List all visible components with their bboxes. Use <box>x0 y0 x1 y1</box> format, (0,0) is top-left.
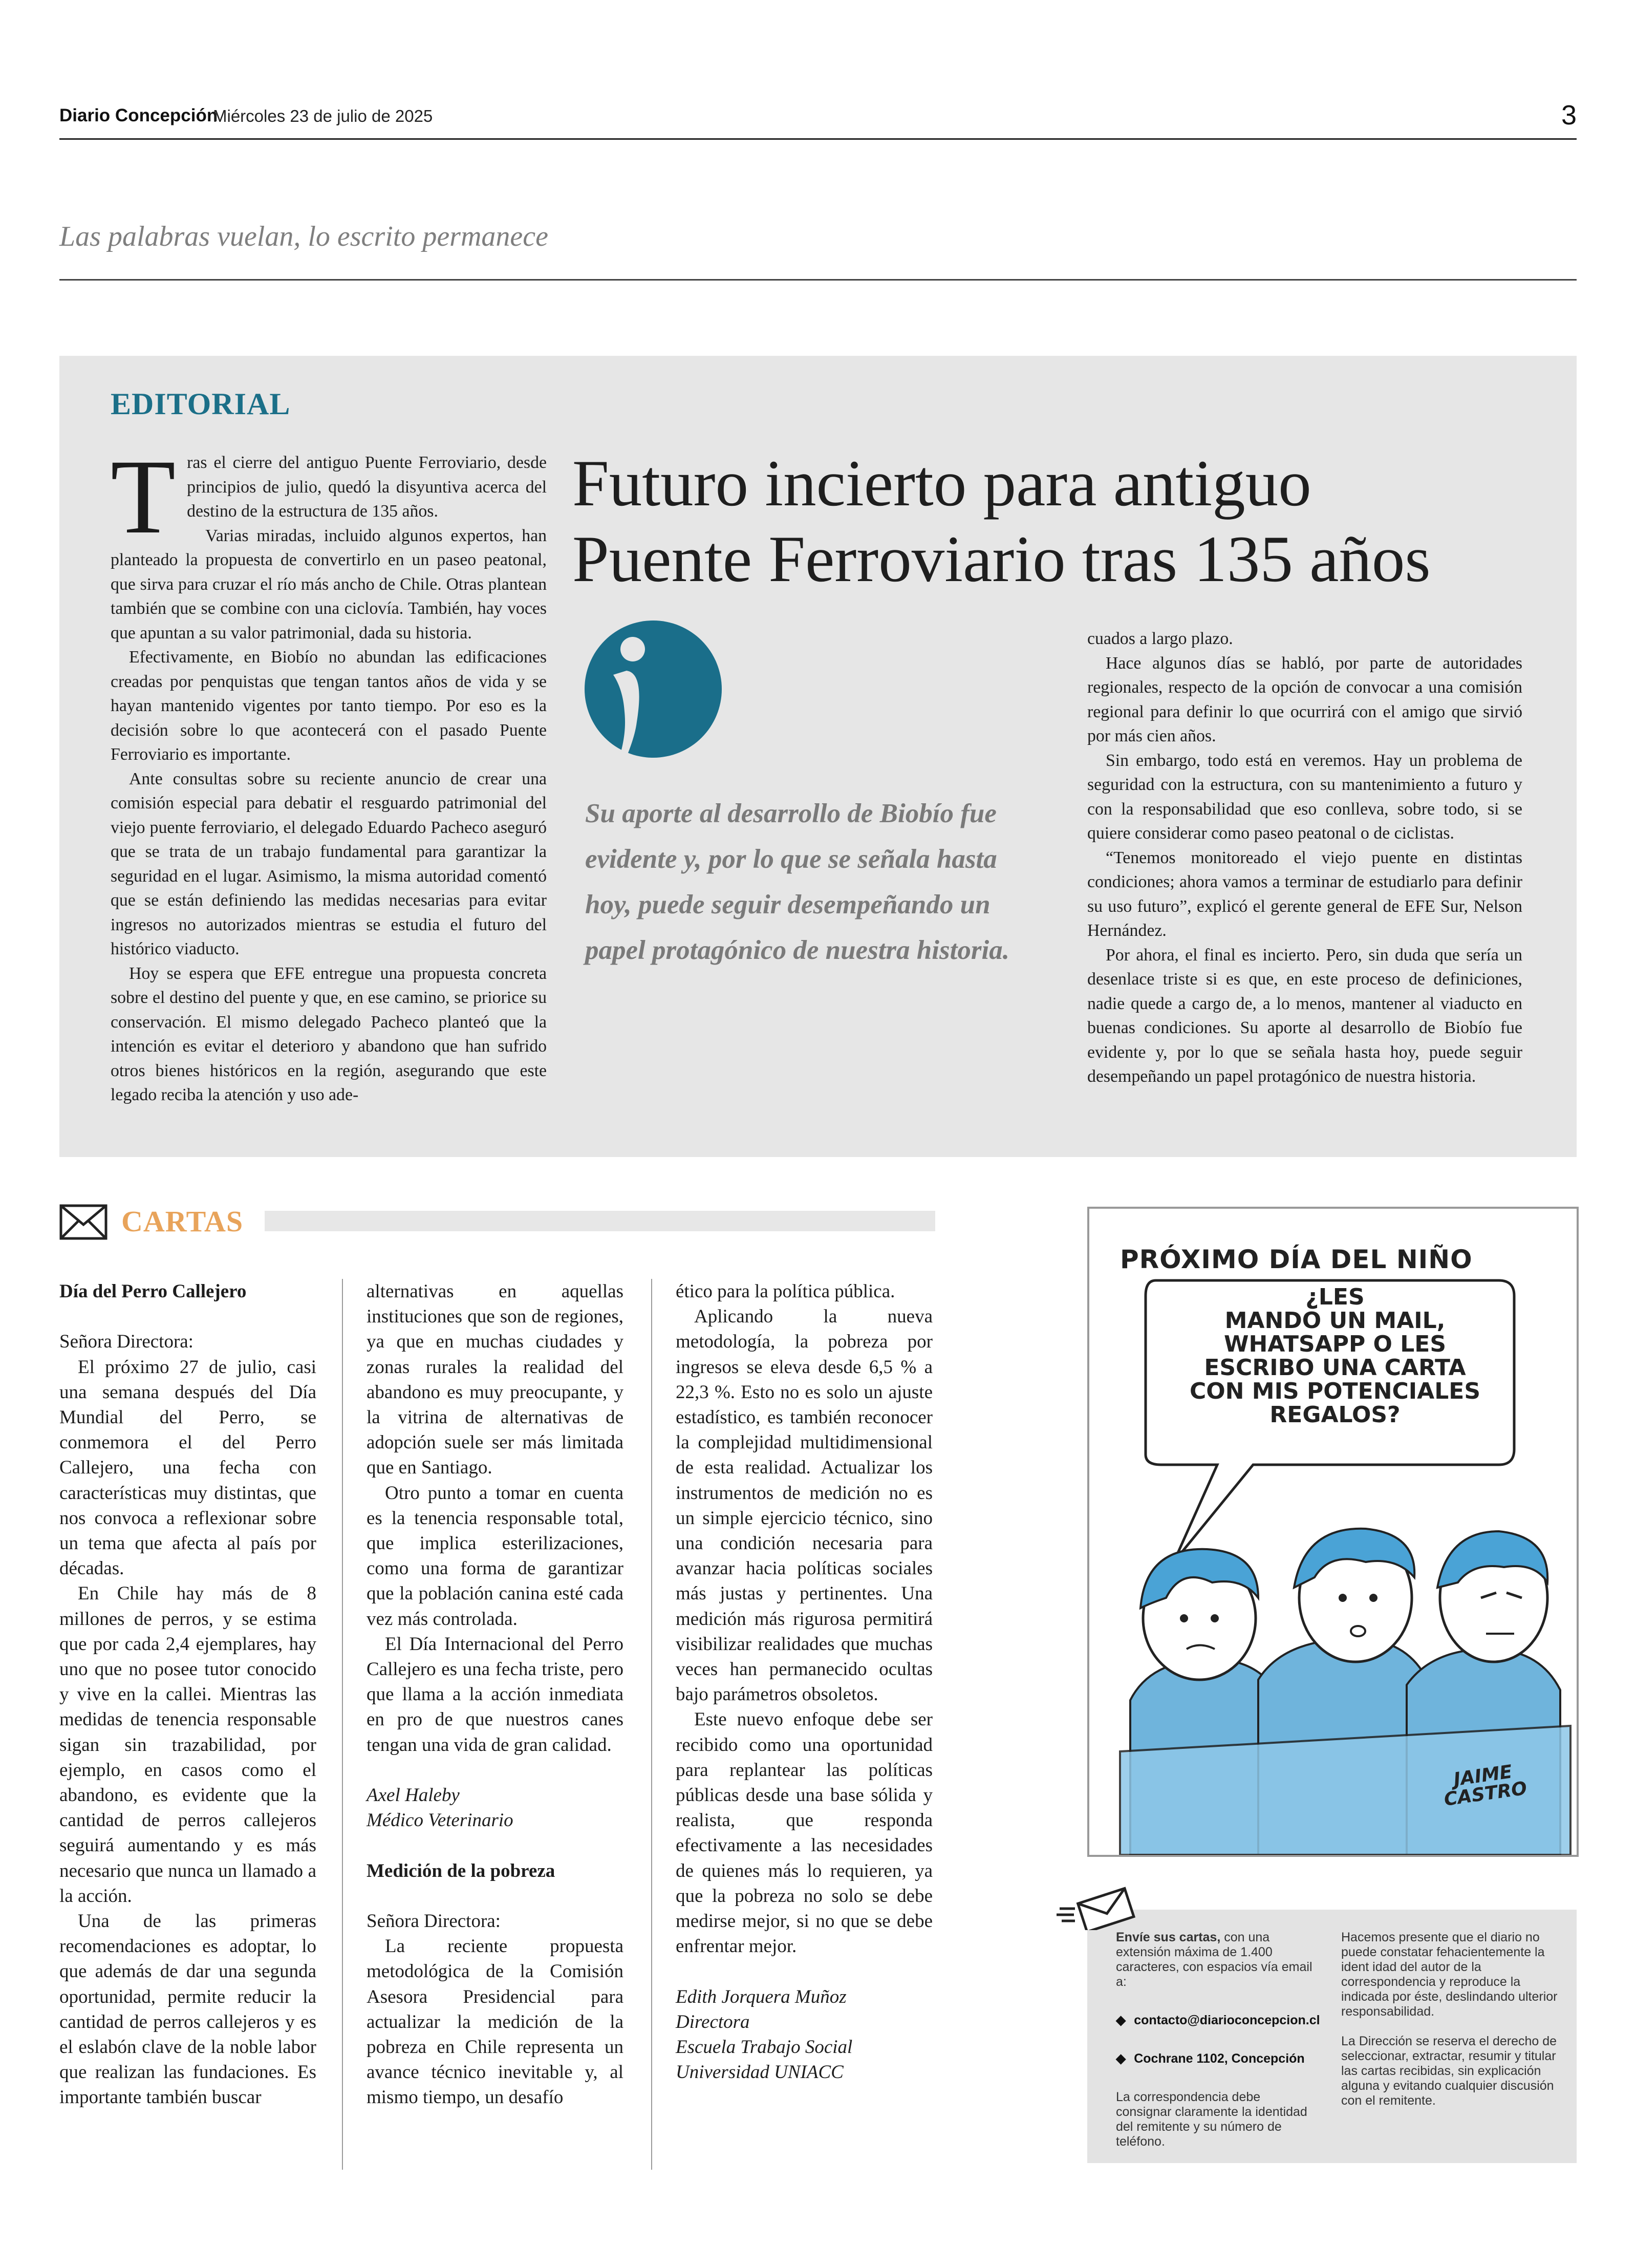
editorial-headline: Futuro incierto para antiguo Puente Ferroviario tras 135 años <box>572 446 1431 595</box>
editorial-paragraph: Hoy se espera que EFE entregue una propuesta concreta sobre el destino del puente y que, en ese camino, se priorice su conservación. El mismo delegado Pacheco planteó que la intención es evitar el deterioro y abandono que han sufrido otros bienes históricos en la región, asegurando que este legado reciba la atención y uso ade- <box>111 964 547 1104</box>
column-divider <box>342 1279 343 2170</box>
cartoonist-signature: JAIME CASTRO <box>1443 1761 1529 1810</box>
letter-paragraph: Señora Directora: <box>367 1911 501 1932</box>
letter-signature: Edith Jorquera Muñoz <box>676 1986 847 2007</box>
info-note: La correspondencia debe consignar claramente la identidad del remitente y su número de teléfono. <box>1116 2090 1307 2149</box>
info-instructions <box>1116 1930 1318 2149</box>
disclaimer-text: La Dirección se reserva el derecho de seleccionar, extractar, resumir y titular las cartas recibidas, sin explicación alguna y evitando cualquier discusión con el remitente. <box>1341 2034 1557 2108</box>
letter-signature: Médico Veterinario <box>367 1810 513 1831</box>
info-intro: Envíe sus cartas, con una extensión máxima de 1.400 caracteres, con espacios vía email a: <box>1116 1930 1312 1989</box>
editorial-paragraph: Efectivamente, en Biobío no abundan las edificaciones creadas por penquistas que tengan tantos años de vida y se hayan mantenido vigentes por tanto tiempo. Por eso es la decisión sobre lo que acontecerá con el pasado Puente Ferroviario es importante. <box>111 648 547 764</box>
editorial-paragraph: Ante consultas sobre su reciente anuncio de crear una comisión especial para debatir el resguardo patrimonial del viejo puente ferroviario, el delegado Eduardo Pacheco aseguró que se trata de un trabajo fundamental para garantizar la seguridad en el lugar. Asimismo, la misma autoridad comentó que se están definiendo las medidas necesarias para evitar ingresos no autorizados mientras se estudia el futuro del histórico viaducto. <box>111 769 547 958</box>
disclaimer-text: Hacemos presente que el diario no puede constatar fehacientemente la ident idad del autor de la correspondencia y reproduce la indicada por éste, deslindando ulterior responsabilidad. <box>1341 1930 1558 2019</box>
flying-envelope-icon <box>1054 1884 1136 1930</box>
spacer <box>367 1758 623 1783</box>
letter-title: Medición de la pobreza <box>367 1860 555 1881</box>
editorial-column-3 <box>1087 627 1522 1089</box>
letters-column-3 <box>676 1279 933 2085</box>
cartoon <box>1087 1207 1579 1857</box>
contact-email[interactable]: ◆ contacto@diarioconcepcion.cl <box>1116 2013 1318 2028</box>
spacer <box>1116 1989 1318 2013</box>
cartas-label: CARTAS <box>121 1205 244 1238</box>
pull-quote: Su aporte al desarrollo de Biobío fue evidente y, por lo que se señala hasta hoy, puede seguir desempeñando un papel protagónico de nuestra historia. <box>585 799 1009 965</box>
page-header <box>59 102 1577 140</box>
newspaper-name: Diario Concepción <box>59 105 218 125</box>
letter-paragraph: Una de las primeras recomendaciones es adoptar, lo que además de dar una segunda oportunidad, permite reducir la cantidad de perros callejeros y es el eslabón clave de la noble labor que realizan las fundaciones. Es importante también buscar <box>59 1911 316 2108</box>
drop-cap: T <box>111 438 176 555</box>
editorial-paragraph: Tras el cierre del antiguo Puente Ferroviario, desde principios de julio, quedó la disyuntiva acerca del destino de la estructura de 135 años. <box>111 438 547 555</box>
contact-address: ◆ Cochrane 1102, Concepción <box>1116 2051 1318 2066</box>
info-disclaimer <box>1341 1930 1561 2108</box>
letter-signature: Escuela Trabajo Social <box>676 2037 853 2058</box>
editorial-paragraph: Hace algunos días se habló, por parte de autoridades regionales, respecto de la opción de convocar a una comisión regional para definir lo que ocurrirá con el amigo que sirvió por más cien años. <box>1087 653 1522 745</box>
spacer <box>1116 2028 1318 2051</box>
letter-paragraph: Este nuevo enfoque debe ser recibido como una oportunidad para replantear las políticas públicas desde una base sólida y realista, que responda efectivamente a las necesidades de quienes más lo requieren, ya que la pobreza no solo se debe medirse mejor, si no que se debe enfrentar mejor. <box>676 1709 933 1957</box>
letter-paragraph: El próximo 27 de julio, casi una semana después del Día Mundial del Perro, se conmemora el del Perro Callejero, una fecha con características muy distintas, que nos convoca a reflexionar sobre un tema que afecta al país por décadas. <box>59 1356 316 1579</box>
column-divider <box>651 1279 652 2170</box>
spacer <box>1341 2019 1561 2034</box>
info-icon <box>584 619 723 768</box>
letter-paragraph: La reciente propuesta metodológica de la Comisión Asesora Presidencial para actualizar la medición de la pobreza en Chile representa un avance técnico inevitable y, al mismo tiempo, un desafío <box>367 1936 623 2108</box>
spacer <box>367 1833 623 1858</box>
letters-column-1 <box>59 1279 316 2110</box>
editorial-column-1 <box>59 438 547 1107</box>
editorial-paragraph: “Tenemos monitoreado el viejo puente en distintas condiciones; ahora vamos a terminar de estudiarlo para definir su uso futuro”, explicó el gerente general de EFE Sur, Nelson Hernández. <box>1087 848 1522 940</box>
letters-column-2 <box>367 1279 623 2110</box>
editorial-paragraph: Varias miradas, incluido algunos expertos, han planteado la propuesta de convertirlo en un paseo peatonal, que sirva para cruzar el río más ancho de Chile. Otras plantean también que se combine con una ciclovía. También, hay voces que apuntan a su valor patrimonial, dada su historia. <box>111 526 547 643</box>
letter-paragraph: alternativas en aquellas instituciones que son de regiones, ya que en muchas ciudades y zonas rurales la realidad del abandono es muy preocupante, y la vitrina de alternativas de adopción suele ser más limitada que en Santiago. <box>367 1281 623 1479</box>
page-number: 3 <box>1561 100 1577 131</box>
letter-signature: Universidad UNIACC <box>676 2062 844 2083</box>
letter-paragraph: ético para la política pública. <box>676 1281 895 1302</box>
issue-date: Miércoles 23 de julio de 2025 <box>213 106 433 125</box>
spacer <box>1116 2066 1318 2090</box>
letter-signature: Axel Haleby <box>367 1785 460 1806</box>
section-motto: Las palabras vuelan, lo escrito permanece <box>59 221 548 252</box>
letter-paragraph: Otro punto a tomar en cuenta es la tenencia responsable total, que implica esterilizaciones, como una forma de garantizar que la población canina esté cada vez más controlada. <box>367 1482 623 1630</box>
letter-paragraph: En Chile hay más de 8 millones de perros, y se estima que por cada 2,4 ejemplares, hay uno que no posee tutor conocido y vive en la callei. Mientras las medidas de tenencia responsable sigan sin trazabilidad, por ejemplo, en casos como el abandono, es evidente que la cantidad de perros callejeros seguirá aumentando y es más necesario que nunca un llamado a la acción. <box>59 1583 316 1907</box>
spacer <box>367 1884 623 1909</box>
speech-bubble-text: ¿LES MANDO UN MAIL, WHATSAPP O LES ESCRIBO UNA CARTA CON MIS POTENCIALES REGALOS? <box>1189 1284 1481 1428</box>
divider <box>59 279 1577 281</box>
cartoon-title: PRÓXIMO DÍA DEL NIÑO <box>1120 1245 1473 1274</box>
letter-signature: Directora <box>676 2011 750 2032</box>
envelope-icon <box>59 1204 107 1240</box>
editorial-paragraph: cuados a largo plazo. <box>1087 629 1233 648</box>
spacer <box>59 1304 316 1329</box>
letter-paragraph: El Día Internacional del Perro Callejero es una fecha triste, pero que llama a la acción inmediata en pro de que nuestros canes tengan una vida de gran calidad. <box>367 1633 623 1756</box>
section-bar <box>265 1211 935 1231</box>
editorial-label: EDITORIAL <box>111 387 291 421</box>
spacer <box>676 1959 933 1984</box>
letter-paragraph: Aplicando la nueva metodología, la pobreza por ingresos se eleva desde 6,5 % a 22,3 %. Esto no es solo un ajuste estadístico, es también reconocer la complejidad multidimensional de esta realidad. Actualizar los instrumentos de medición no es un simple ejercicio técnico, sino una condición necesaria para avanzar hacia políticas sociales más justas y pertinentes. Una medición más rigurosa permitirá visibilizar realidades que muchas veces han permanecido ocultas bajo parámetros obsoletos. <box>676 1306 933 1705</box>
letter-paragraph: Señora Directora: <box>59 1331 193 1353</box>
editorial-paragraph: Sin embargo, todo está en veremos. Hay un problema de seguridad con la estructura, con su mantenimiento a futuro y con la responsabilidad que eso conlleva, sobre todo, si se quiere considerar como paseo peatonal o de ciclistas. <box>1087 751 1522 843</box>
editorial-paragraph: Por ahora, el final es incierto. Pero, sin duda que sería un desenlace triste si es que, en este proceso de definiciones, nadie quede a cargo de, a lo menos, mantener al viaducto en buenas condiciones. Su aporte al desarrollo de Biobío fue evidente y, por lo que se señala hasta hoy, puede seguir desempeñando un papel protagónico de nuestra historia. <box>1087 945 1522 1086</box>
letter-title: Día del Perro Callejero <box>59 1281 247 1302</box>
